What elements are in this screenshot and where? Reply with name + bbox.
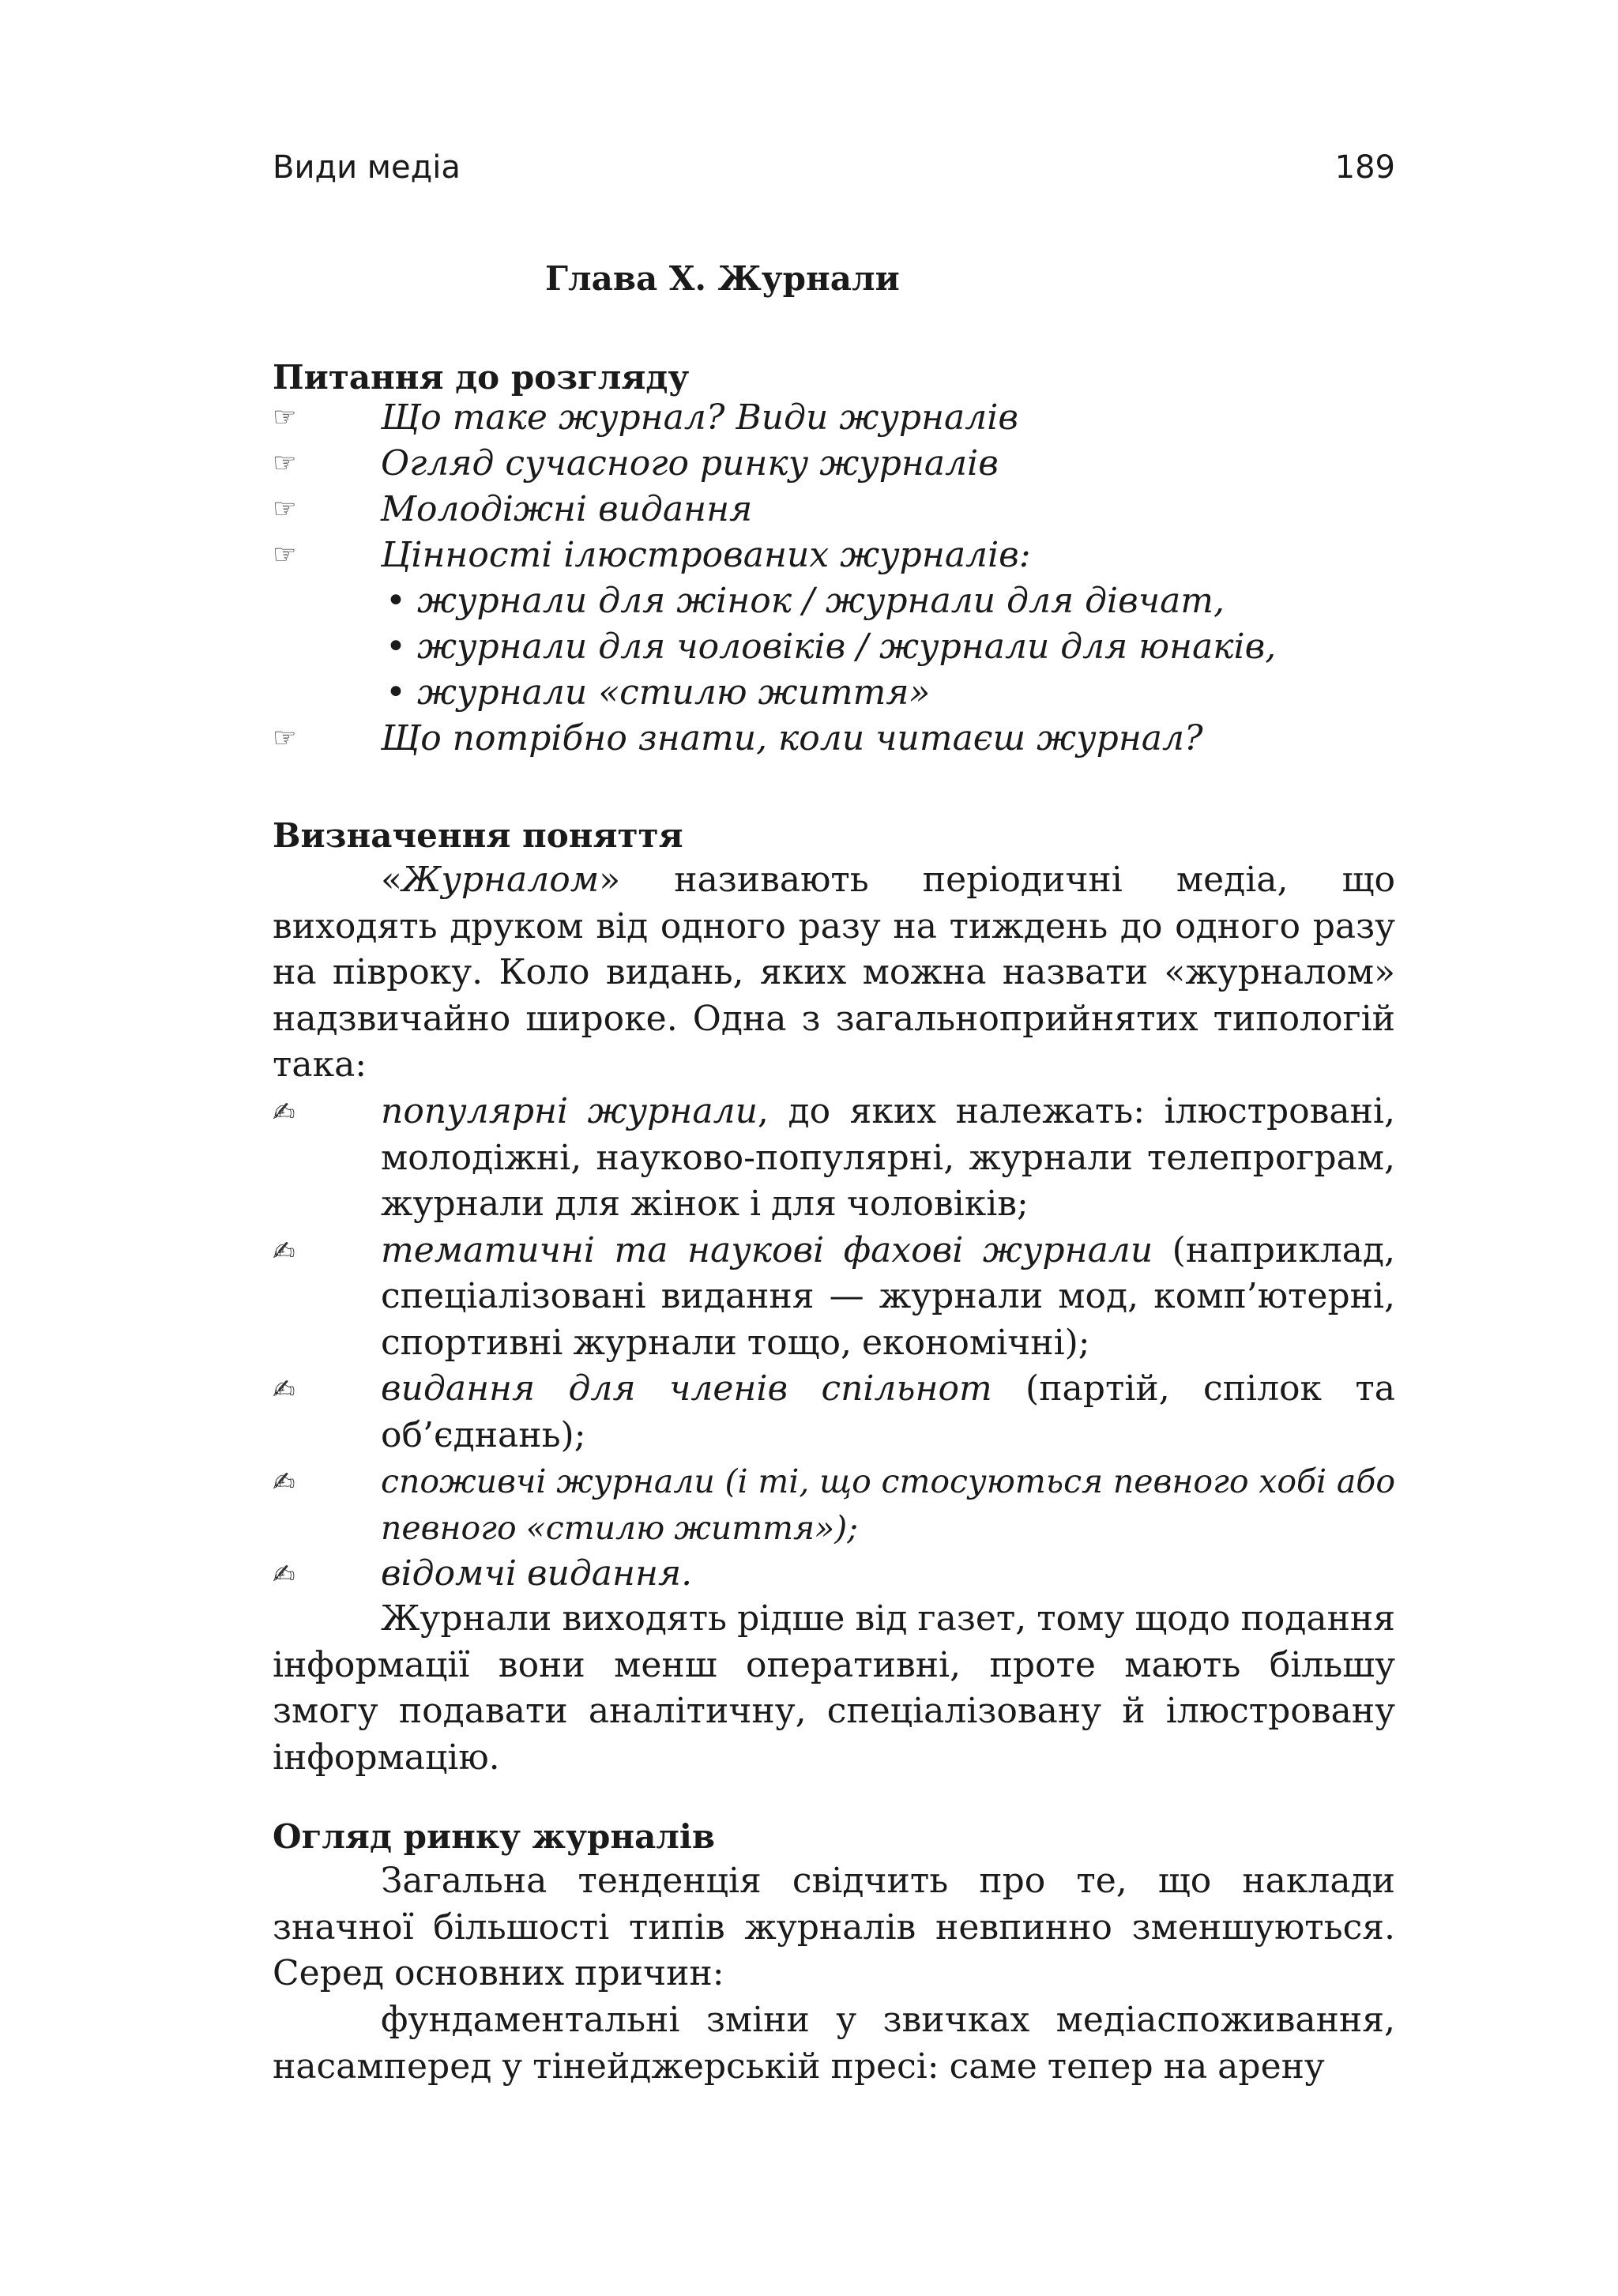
list-item: ✍ тематичні та наукові фахові журнали (наприклад, спеціалізовані видання — журнали мод, комп’ютерні, спортивні журнали тощо, економічні); xyxy=(273,1229,1395,1363)
market-heading: Огляд ринку журналів xyxy=(273,1817,716,1856)
market-paragraph-1: Загальна тенденція свідчить про те, що наклади значної більшості типів журналів невпинно зменшуються. Серед основних причин: xyxy=(273,1861,1395,1993)
writing-hand-icon: ✍ xyxy=(273,1235,295,1267)
list-item: ✍ відомчі видання. xyxy=(273,1553,693,1594)
writing-hand-icon: ✍ xyxy=(273,1559,295,1590)
page-number: 189 xyxy=(1334,149,1395,186)
questions-list xyxy=(273,395,1395,762)
list-item: ☞ Цінності ілюстрованих журналів: xyxy=(273,535,1031,575)
writing-hand-icon: ✍ xyxy=(273,1466,295,1498)
term: Журналом xyxy=(401,860,600,900)
questions-heading: Питання до розгляду xyxy=(273,358,690,397)
chapter-title: Глава X. Журнали xyxy=(545,259,900,298)
definition-paragraph: «Журналом» називають періодичні медіа, що виходять друком від одного разу на тиждень до одного разу на півроку. Коло видань, яких можна назвати «журналом» надзвичайно широке. Одна з загальноприйнятих типологій така: xyxy=(273,860,1395,1085)
pointing-hand-icon: ☞ xyxy=(273,493,297,525)
pointing-hand-icon: ☞ xyxy=(273,539,297,570)
closing-paragraph: Журнали виходять рідше від газет, тому щодо подання інформації вони менш оперативні, проте мають більшу змогу подавати аналітичну, спеціалізовану й ілюстровану інформацію. xyxy=(273,1598,1395,1778)
writing-hand-icon: ✍ xyxy=(273,1374,295,1406)
writing-hand-icon: ✍ xyxy=(273,1097,295,1128)
running-head: Види медіа xyxy=(273,149,461,186)
list-item: ☞ Огляд сучасного ринку журналів xyxy=(273,443,999,484)
pointing-hand-icon: ☞ xyxy=(273,722,297,754)
pointing-hand-icon: ☞ xyxy=(273,401,297,433)
list-subitem: • журнали для чоловіків / журнали для юнаків, xyxy=(386,627,1277,667)
list-item: ✍ споживчі журнали (і ті, що стосуються певного хобі або певного «стилю життя»); xyxy=(273,1462,1395,1547)
list-item: ☞ Молодіжні видання xyxy=(273,489,753,529)
types-list xyxy=(273,1089,1395,1598)
list-item: ✍ видання для членів спільнот (партій, спілок та об’єднань); xyxy=(273,1368,1395,1455)
definition-heading: Визначення поняття xyxy=(273,816,683,855)
list-subitem: • журнали «стилю життя» xyxy=(386,672,931,713)
list-subitem: • журнали для жінок / журнали для дівчат, xyxy=(386,581,1225,621)
list-item: ☞ Що потрібно знати, коли читаєш журнал? xyxy=(273,718,1203,758)
list-item: ✍ популярні журнали, до яких належать: ілюстровані, молодіжні, науково-популярні, журнали телепрограм, журнали для жінок і для чоловіків; xyxy=(273,1091,1395,1224)
pointing-hand-icon: ☞ xyxy=(273,447,297,479)
market-paragraph-2: фундаментальні зміни у звичках медіаспоживання, насамперед у тінейджерській пресі: саме тепер на арену xyxy=(273,2000,1395,2087)
list-item: ☞ Що таке журнал? Види журналів xyxy=(273,397,1018,438)
